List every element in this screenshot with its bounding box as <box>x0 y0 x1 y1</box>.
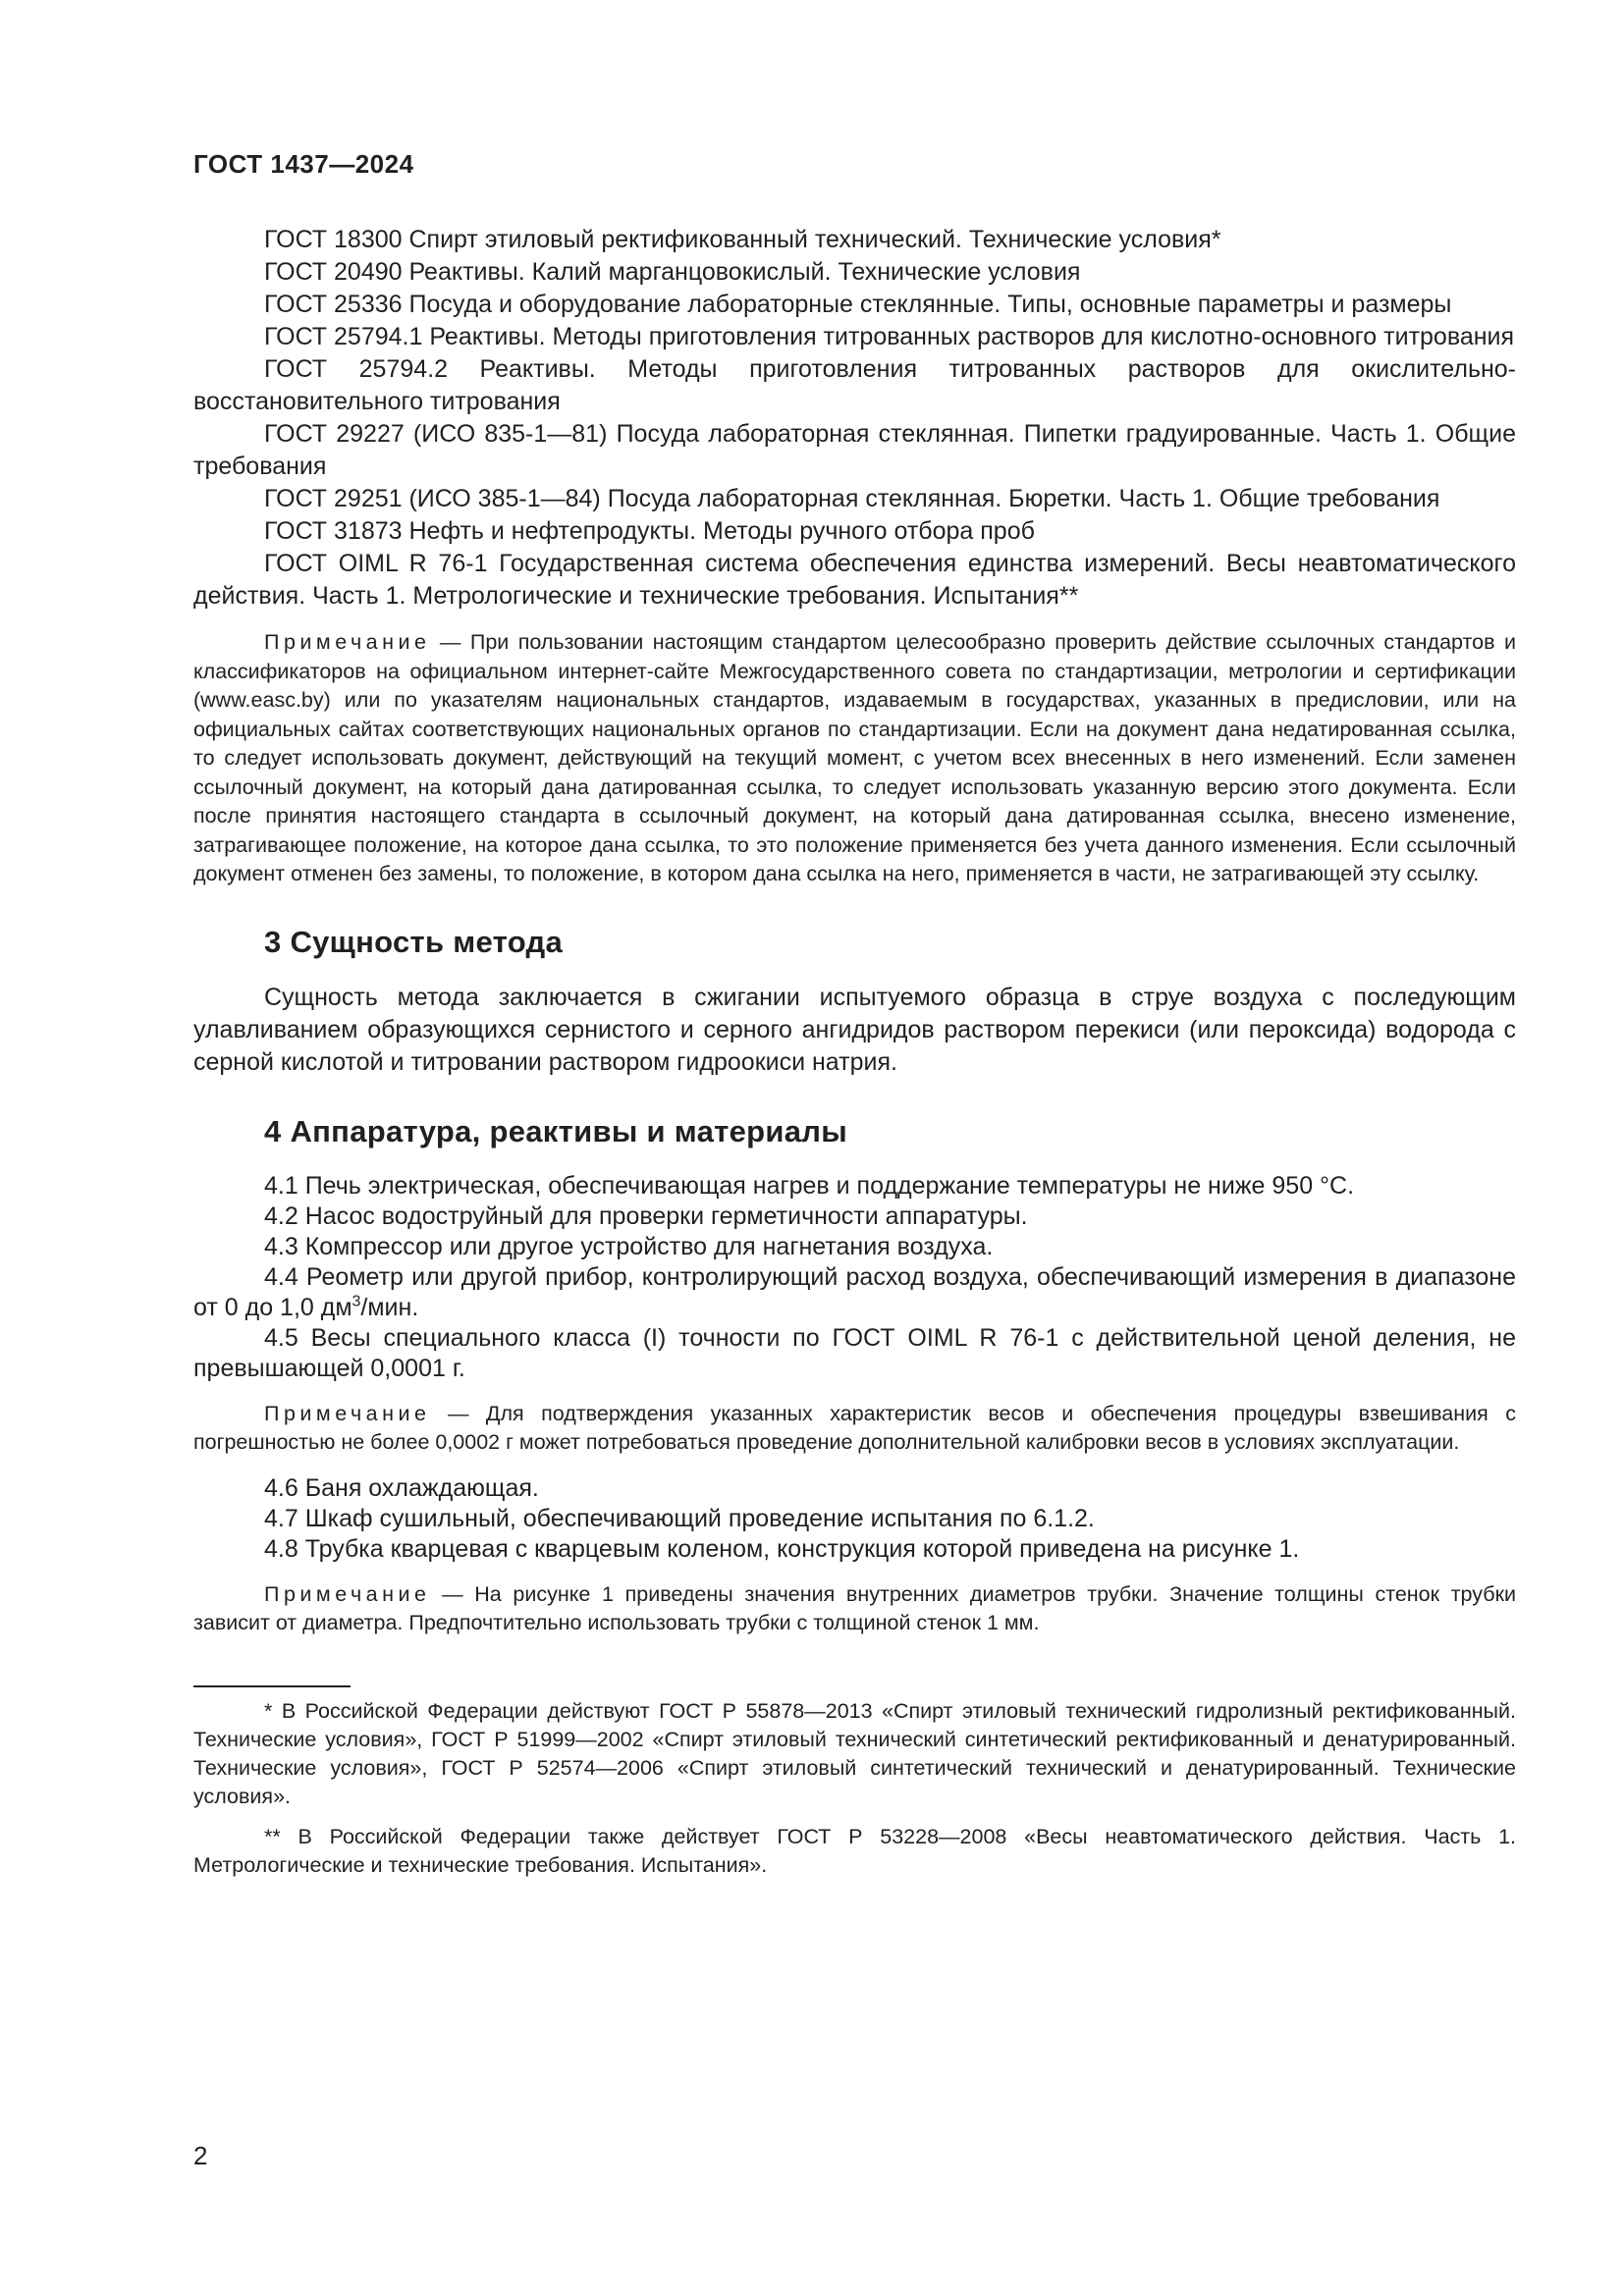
page-content <box>193 224 1516 1892</box>
list-item: 4.1 Печь электрическая, обеспечивающая нагрев и поддержание температуры не ниже 950 °С. <box>264 1171 1355 1200</box>
section-3-text: Сущность метода заключается в сжигании испытуемого образца в струе воздуха с последующим улавливанием образующихся сернистого и серного ангидридов раствором перекиси (или пероксида) водорода с серной кислотой и титровании раствором гидроокиси натрия. <box>193 983 1516 1076</box>
item-4-4-text: 4.4 Реометр или другой прибор, контролирующий расход воздуха, обеспечивающий измерения в диапазоне от 0 до 1,0 дм <box>193 1262 1516 1321</box>
note-text: — Для подтверждения указанных характеристик весов и обеспечения процедуры взвешивания с погрешностью не более 0,0002 г может потребоваться проведение дополнительной калибровки весов в условиях эксплуатации. <box>193 1401 1516 1454</box>
ref-item: ГОСТ 29227 (ИСО 835-1—81) Посуда лабораторная стеклянная. Пипетки градуированные. Часть 1. Общие требования <box>193 420 1516 480</box>
note-text: — При пользовании настоящим стандартом целесообразно проверить действие ссылочных стандартов и классификаторов на официальном интернет-сайте Межгосударственного совета по стандартизации, метрологии и сертификации (www.easc.by) или по указателям национальных стандартов, издаваемым в государствах, указанных в предисловии, или на официальных сайтах соответствующих национальных органов по стандартизации. Если на документ дана недатированная ссылка, то следует использовать документ, действующий на текущий момент, с учетом всех внесенных в него изменений. Если заменен ссылочный документ, на который дана датированная ссылка, то следует использовать указанную версию этого документа. Если после принятия настоящего стандарта в ссылочный документ, на который дана датированная ссылка, внесено изменение, затрагивающее положение, на которое дана ссылка, то это положение применяется без учета данного изменения. Если ссылочный документ отменен без замены, то положение, в котором дана ссылка на него, применяется в части, не затрагивающей эту ссылку. <box>193 630 1516 885</box>
footnote: * В Российской Федерации действуют ГОСТ Р 55878—2013 «Спирт этиловый технический гидролизный ректификованный. Технические условия», ГОСТ Р 51999—2002 «Спирт этиловый технический синтетический ректификованный и денатурированный. Технические условия», ГОСТ Р 52574—2006 «Спирт этиловый синтетический технический и денатурированный. Технические условия». <box>193 1698 1516 1808</box>
page-header-title: ГОСТ 1437—2024 <box>193 149 414 179</box>
list-item: 4.3 Компрессор или другое устройство для нагнетания воздуха. <box>264 1232 994 1260</box>
ref-item: ГОСТ 31873 Нефть и нефтепродукты. Методы ручного отбора проб <box>264 517 1035 545</box>
section-3-heading: 3 Сущность метода <box>264 924 564 959</box>
ref-item: ГОСТ 18300 Спирт этиловый ректификованный технический. Технические условия* <box>264 226 1221 253</box>
ref-item: ГОСТ 25336 Посуда и оборудование лабораторные стеклянные. Типы, основные параметры и размеры <box>264 291 1452 318</box>
ref-item: ГОСТ 20490 Реактивы. Калий марганцовокислый. Технические условия <box>264 258 1081 286</box>
item-4-4-unit: /мин. <box>360 1293 419 1321</box>
section-4-heading: 4 Аппаратура, реактивы и материалы <box>264 1113 848 1148</box>
note-text: — На рисунке 1 приведены значения внутренних диаметров трубки. Значение толщины стенок трубки зависит от диаметра. Предпочтительно использовать трубки с толщиной стенок 1 мм. <box>193 1581 1516 1634</box>
note-label: Примечание <box>264 1581 431 1606</box>
list-item-4-4 <box>193 1262 1516 1323</box>
footnote-divider <box>193 1685 351 1687</box>
ref-item: ГОСТ 25794.2 Реактивы. Методы приготовления титрованных растворов для окислительно-восстановительного титрования <box>193 355 1516 415</box>
list-item: 4.8 Трубка кварцевая с кварцевым коленом, конструкция которой приведена на рисунке 1. <box>264 1534 1300 1563</box>
note-scales <box>193 1400 1516 1458</box>
page-number: 2 <box>193 2141 208 2170</box>
note-label: Примечание <box>264 1401 431 1425</box>
note-tube <box>193 1580 1516 1638</box>
ref-item: ГОСТ 25794.1 Реактивы. Методы приготовления титрованных растворов для кислотно-основного титрования <box>264 323 1515 350</box>
ref-item: ГОСТ 29251 (ИСО 385-1—84) Посуда лабораторная стеклянная. Бюретки. Часть 1. Общие требования <box>264 485 1440 512</box>
item-4-4-superscript: 3 <box>352 1293 361 1310</box>
list-item: 4.5 Весы специального класса (I) точности по ГОСТ OIML R 76-1 с действительной ценой деления, не превышающей 0,0001 г. <box>193 1323 1516 1382</box>
list-item: 4.6 Баня охлаждающая. <box>264 1473 539 1502</box>
list-item: 4.2 Насос водоструйный для проверки герметичности аппаратуры. <box>264 1201 1028 1230</box>
footnote: ** В Российской Федерации также действует ГОСТ Р 53228—2008 «Весы неавтоматического действия. Часть 1. Метрологические и технические требования. Испытания». <box>193 1824 1516 1877</box>
ref-item: ГОСТ OIML R 76-1 Государственная система обеспечения единства измерений. Весы неавтоматического действия. Часть 1. Метрологические и технические требования. Испытания** <box>193 550 1516 610</box>
note-references <box>193 628 1516 889</box>
note-label: Примечание <box>264 630 431 654</box>
list-item: 4.7 Шкаф сушильный, обеспечивающий проведение испытания по 6.1.2. <box>264 1504 1095 1532</box>
